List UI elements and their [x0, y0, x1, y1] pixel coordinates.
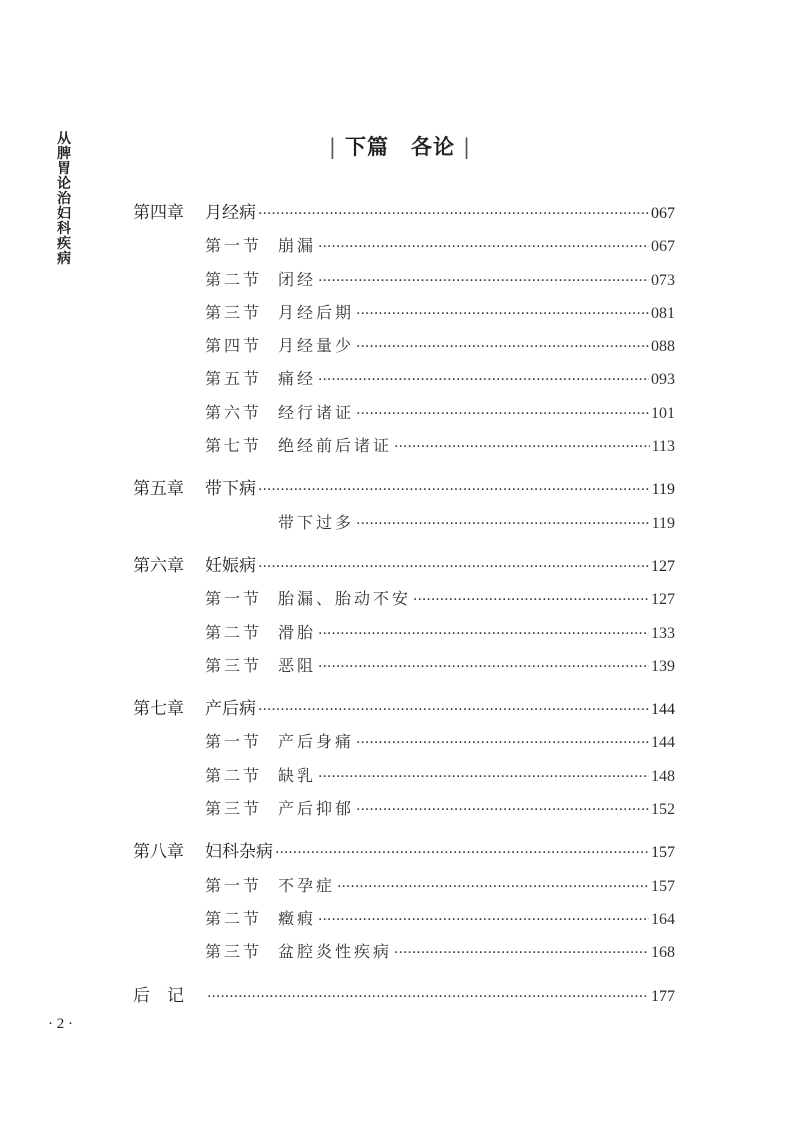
entry-page: 113 [651, 438, 675, 456]
entry-label: 第一节 [205, 236, 263, 256]
entry-title: 产后身痛 [278, 732, 355, 752]
chapter-entry[interactable] [133, 477, 675, 510]
chapter-entry[interactable] [133, 554, 675, 587]
part-title [0, 131, 800, 161]
entry-label: 第六章 [133, 555, 184, 576]
section-entry[interactable] [133, 334, 675, 367]
entry-page: 127 [651, 591, 675, 609]
entry-title: 缺乳 [278, 765, 317, 785]
section-entry[interactable] [133, 730, 675, 763]
section-entry[interactable] [133, 434, 675, 467]
leader-dots [258, 555, 649, 579]
entry-label: 第四章 [133, 203, 184, 223]
entry-label: 第七节 [205, 436, 263, 456]
section-entry[interactable] [133, 874, 675, 907]
entry-title: 闭经 [278, 269, 317, 289]
leader-dots [356, 731, 649, 755]
leader-dots [275, 841, 649, 865]
leader-dots [318, 908, 649, 932]
entry-page: 157 [651, 844, 675, 862]
leader-dots [207, 985, 649, 1009]
entry-label: 第三节 [205, 302, 263, 322]
section-entry[interactable] [133, 797, 675, 830]
leader-dots [356, 798, 649, 822]
entry-label: 第五节 [205, 369, 263, 389]
entry-title: 月经病 [205, 203, 256, 223]
section-entry[interactable] [133, 234, 675, 267]
entry-page: 081 [651, 304, 675, 322]
entry-label: 第七章 [133, 699, 184, 720]
chapter-group [133, 984, 675, 1017]
entry-label: 第六节 [205, 402, 263, 422]
entry-page: 119 [651, 514, 675, 532]
entry-page: 139 [651, 657, 675, 675]
entry-title: 滑胎 [278, 622, 317, 642]
entry-title: 癥瘕 [278, 908, 317, 928]
leader-dots [394, 941, 649, 965]
chapter-group [133, 201, 675, 467]
chapter-entry[interactable] [133, 840, 675, 873]
entry-page: 164 [651, 910, 675, 928]
leader-dots [318, 368, 649, 392]
entry-page: 119 [651, 481, 675, 499]
entry-title: 绝经前后诸证 [278, 436, 393, 456]
entry-label: 第三节 [205, 655, 263, 675]
leader-dots [318, 655, 649, 679]
entry-page: 168 [651, 944, 675, 962]
entry-title: 恶阻 [278, 655, 317, 675]
section-entry[interactable] [133, 764, 675, 797]
leader-dots [356, 335, 649, 359]
chapter-entry[interactable] [133, 984, 675, 1017]
section-entry[interactable] [133, 301, 675, 334]
entry-page: 144 [651, 701, 675, 719]
page-number: · 2 · [48, 1016, 73, 1032]
entry-page: 177 [651, 987, 675, 1005]
entry-label: 第二节 [205, 622, 263, 642]
entry-page: 127 [651, 557, 675, 575]
entry-label: 第三节 [205, 942, 263, 962]
entry-title: 月经后期 [278, 302, 355, 322]
title-bar-left: | [328, 135, 337, 159]
leader-dots [318, 765, 649, 789]
entry-page: 073 [651, 271, 675, 289]
leader-dots [258, 478, 650, 502]
entry-label: 第二节 [205, 908, 263, 928]
entry-label: 第五章 [133, 479, 184, 500]
entry-page: 088 [651, 338, 675, 356]
chapter-entry[interactable] [133, 697, 675, 730]
leader-dots [356, 302, 649, 326]
leader-dots [258, 202, 649, 226]
entry-title: 盆腔炎性疾病 [278, 942, 393, 962]
leader-dots [413, 588, 649, 612]
entry-title: 产后抑郁 [278, 799, 355, 819]
table-of-contents [133, 201, 675, 1027]
entry-label: 第八章 [133, 842, 184, 863]
entry-label: 第三节 [205, 799, 263, 819]
entry-label: 第二节 [205, 269, 263, 289]
leader-dots [337, 875, 649, 899]
leader-dots [318, 235, 649, 259]
section-entry[interactable] [133, 654, 675, 687]
entry-page: 067 [651, 238, 675, 256]
entry-page: 067 [651, 205, 675, 222]
section-entry[interactable] [133, 940, 675, 973]
chapter-group [133, 697, 675, 830]
book-title-vertical: 从脾胃论治妇科疾病 [57, 131, 71, 267]
title-bar-right: | [463, 135, 472, 159]
leader-dots [318, 622, 649, 646]
entry-page: 152 [651, 801, 675, 819]
leader-dots [318, 269, 649, 293]
entry-label: 第二节 [205, 765, 263, 785]
entry-title: 带下过多 [278, 512, 355, 532]
entry-title: 经行诸证 [278, 402, 355, 422]
section-entry[interactable] [133, 621, 675, 654]
section-entry[interactable] [133, 907, 675, 940]
entry-title: 带下病 [205, 479, 256, 500]
chapter-group [133, 477, 675, 544]
entry-title: 胎漏、胎动不安 [278, 589, 412, 609]
entry-title: 崩漏 [278, 236, 317, 256]
chapter-group [133, 554, 675, 687]
entry-page: 157 [651, 877, 675, 895]
section-entry[interactable] [133, 511, 675, 544]
entry-label: 第一节 [205, 875, 263, 895]
entry-title: 痛经 [278, 369, 317, 389]
entry-label: 后 记 [133, 985, 184, 1006]
leader-dots [258, 698, 649, 722]
section-entry[interactable] [133, 401, 675, 434]
entry-page: 101 [651, 404, 675, 422]
section-entry[interactable] [133, 587, 675, 620]
part-title-text: 下篇 各论 [345, 134, 455, 159]
leader-dots [394, 435, 650, 459]
entry-label: 第一节 [205, 589, 263, 609]
entry-page: 144 [651, 734, 675, 752]
entry-title: 产后病 [205, 699, 256, 720]
leader-dots [356, 402, 649, 426]
entry-title: 不孕症 [278, 875, 336, 895]
entry-title: 妊娠病 [205, 555, 256, 576]
entry-title: 妇科杂病 [205, 842, 273, 863]
entry-title: 月经量少 [278, 336, 355, 356]
chapter-entry[interactable] [133, 201, 675, 234]
entry-label: 第一节 [205, 732, 263, 752]
chapter-group [133, 840, 675, 973]
section-entry[interactable] [133, 268, 675, 301]
entry-page: 093 [651, 371, 675, 389]
section-entry[interactable] [133, 367, 675, 400]
leader-dots [356, 512, 650, 536]
entry-page: 133 [651, 624, 675, 642]
entry-page: 148 [651, 767, 675, 785]
entry-label: 第四节 [205, 336, 263, 356]
